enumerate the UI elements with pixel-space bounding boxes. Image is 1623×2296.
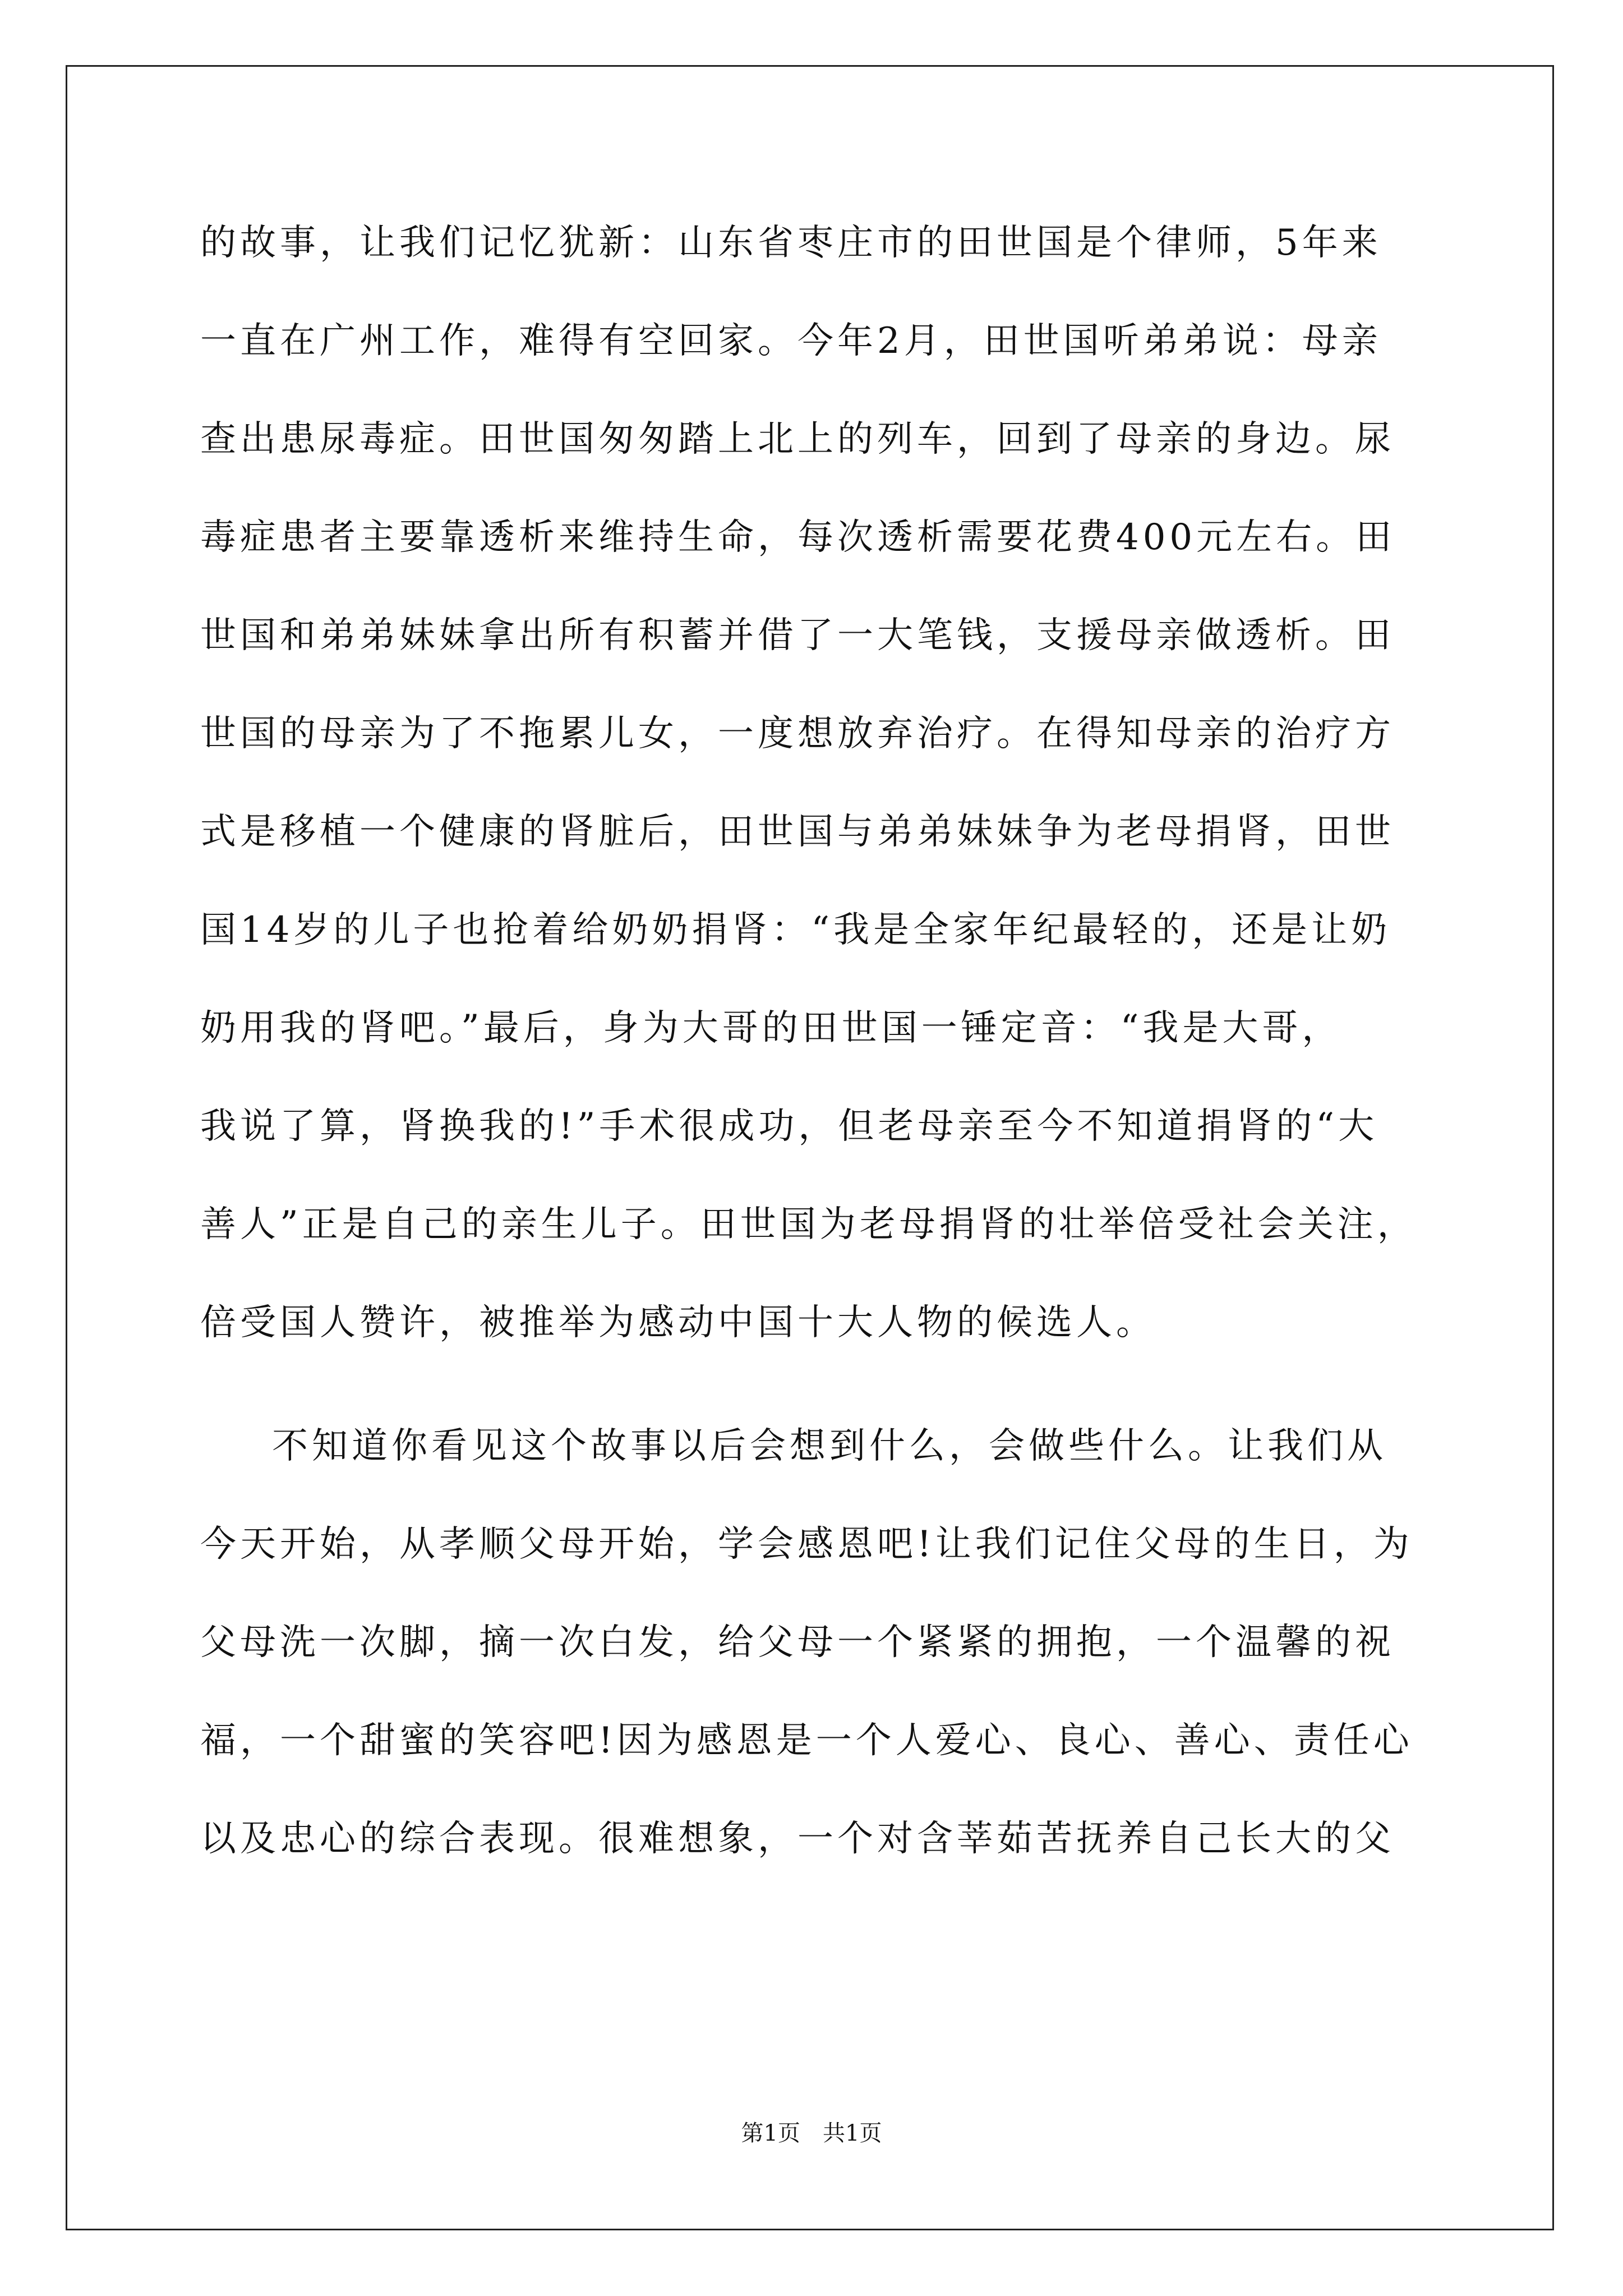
text-line: 世国的母亲为了不拖累儿女，一度想放弃治疗。在得知母亲的治疗方 xyxy=(200,713,1395,754)
text-line: 查出患尿毒症。田世国匆匆踏上北上的列车，回到了母亲的身边。尿 xyxy=(200,418,1395,460)
text-line: 一直在广州工作，难得有空回家。今年2月，田世国听弟弟说：母亲 xyxy=(200,320,1382,362)
text-line: 父母洗一次脚，摘一次白发，给父母一个紧紧的拥抱，一个温馨的祝 xyxy=(200,1622,1395,1663)
page-footer: 第1页 共1页 xyxy=(741,2120,882,2146)
text-line: 倍受国人赞许，被推举为感动中国十大人物的候选人。 xyxy=(200,1302,1156,1343)
text-line-indented: 不知道你看见这个故事以后会想到什么，会做些什么。让我们从 xyxy=(272,1425,1387,1467)
text-line: 善人”正是自己的亲生儿子。田世国为老母捐肾的壮举倍受社会关注， xyxy=(200,1204,1417,1245)
text-line: 毒症患者主要靠透析来维持生命，每次透析需要花费400元左右。田 xyxy=(200,517,1396,558)
text-line: 世国和弟弟妹妹拿出所有积蓄并借了一大笔钱，支援母亲做透析。田 xyxy=(200,615,1395,656)
text-line: 国14岁的儿子也抢着给奶奶捐肾：“我是全家年纪最轻的，还是让奶 xyxy=(200,909,1391,951)
text-line: 式是移植一个健康的肾脏后，田世国与弟弟妹妹争为老母捐肾，田世 xyxy=(200,811,1395,853)
text-line: 的故事，让我们记忆犹新：山东省枣庄市的田世国是个律师，5年来 xyxy=(200,222,1382,264)
text-line: 今天开始，从孝顺父母开始，学会感恩吧!让我们记住父母的生日，为 xyxy=(200,1524,1413,1565)
text-line: 福，一个甜蜜的笑容吧!因为感恩是一个人爱心、良心、善心、责任心 xyxy=(200,1720,1413,1761)
text-line: 以及忠心的综合表现。很难想象，一个对含莘茹苦抚养自己长大的父 xyxy=(200,1818,1395,1860)
text-line: 我说了算，肾换我的!”手术很成功，但老母亲至今不知道捐肾的“大 xyxy=(200,1106,1378,1147)
text-line: 奶用我的肾吧。”最后，身为大哥的田世国一锤定音：“我是大哥， xyxy=(200,1007,1342,1049)
